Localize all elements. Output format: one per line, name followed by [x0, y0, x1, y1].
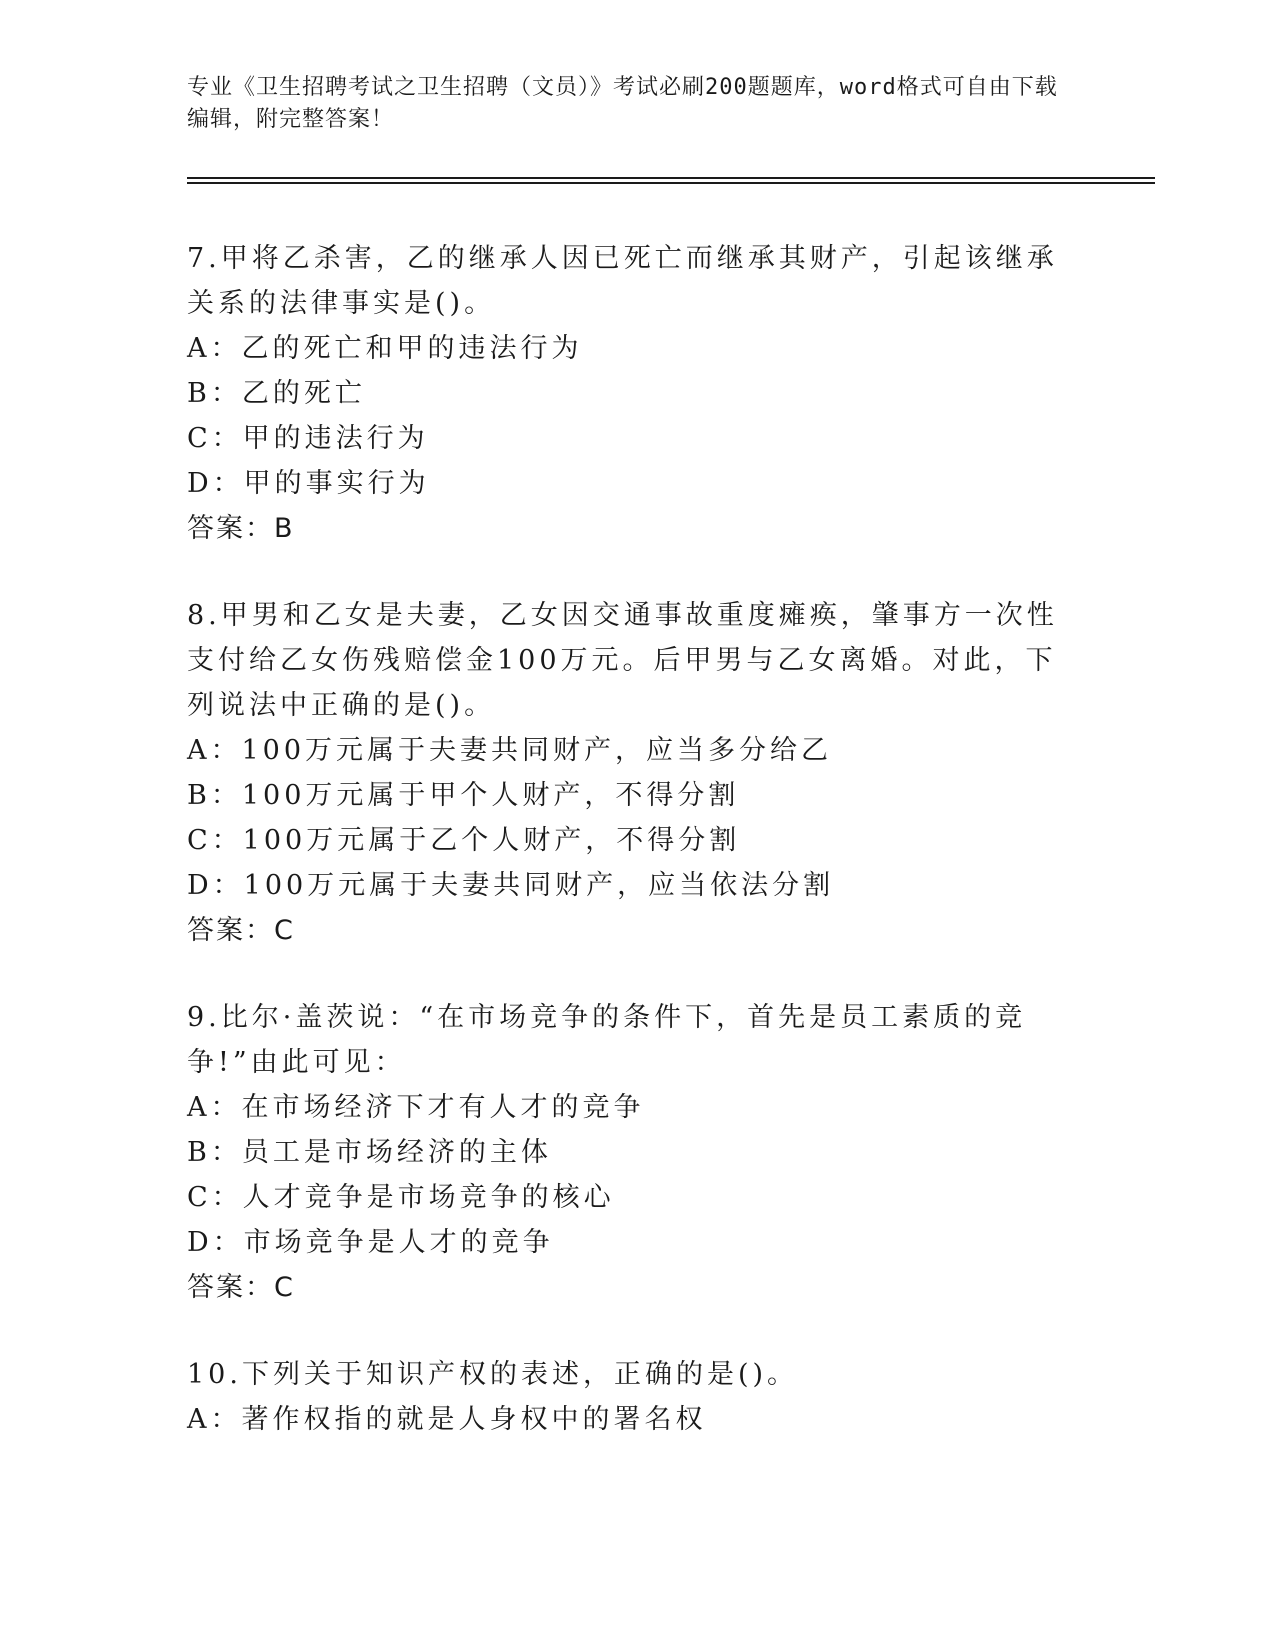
question-stem: 10.下列关于知识产权的表述，正确的是()。 [187, 1359, 799, 1390]
option-a: A：在市场经济下才有人才的竞争 [187, 1092, 645, 1123]
question-stem: 8.甲男和乙女是夫妻，乙女因交通事故重度瘫痪，肇事方一次性支付给乙女伤残赔偿金100万元。后甲男与乙女离婚。对此，下列说法中正确的是()。 [187, 600, 1058, 721]
option-a: A：著作权指的就是人身权中的署名权 [187, 1404, 707, 1435]
question-9 [187, 995, 1087, 1310]
option-a: A：100万元属于夫妻共同财产，应当多分给乙 [187, 735, 833, 766]
answer-line: 答案：C [187, 915, 295, 946]
option-d: D：甲的事实行为 [187, 468, 430, 499]
question-list [187, 236, 1087, 1484]
option-b: B：100万元属于甲个人财产，不得分割 [187, 780, 740, 811]
answer-line: 答案：B [187, 513, 295, 544]
question-7 [187, 236, 1087, 551]
option-b: B：乙的死亡 [187, 378, 366, 409]
question-10 [187, 1352, 1087, 1442]
question-stem: 9.比尔·盖茨说：“在市场竞争的条件下，首先是员工素质的竞争!”由此可见： [187, 1002, 1027, 1078]
question-8 [187, 593, 1087, 953]
header-rule-bottom [187, 182, 1155, 184]
document-header: 专业《卫生招聘考试之卫生招聘（文员）》考试必刷200题题库，word格式可自由下载编辑，附完整答案！ [187, 75, 1058, 132]
option-c: C：100万元属于乙个人财产，不得分割 [187, 825, 741, 856]
header-rule-top [187, 177, 1155, 179]
option-c: C：甲的违法行为 [187, 423, 429, 454]
option-d: D：100万元属于夫妻共同财产，应当依法分割 [187, 870, 835, 901]
option-b: B：员工是市场经济的主体 [187, 1137, 552, 1168]
answer-line: 答案：C [187, 1272, 295, 1303]
question-stem: 7.甲将乙杀害，乙的继承人因已死亡而继承其财产，引起该继承关系的法律事实是()。 [187, 243, 1058, 319]
option-d: D：市场竞争是人才的竞争 [187, 1227, 554, 1258]
option-c: C：人才竞争是市场竞争的核心 [187, 1182, 615, 1213]
option-a: A：乙的死亡和甲的违法行为 [187, 333, 583, 364]
